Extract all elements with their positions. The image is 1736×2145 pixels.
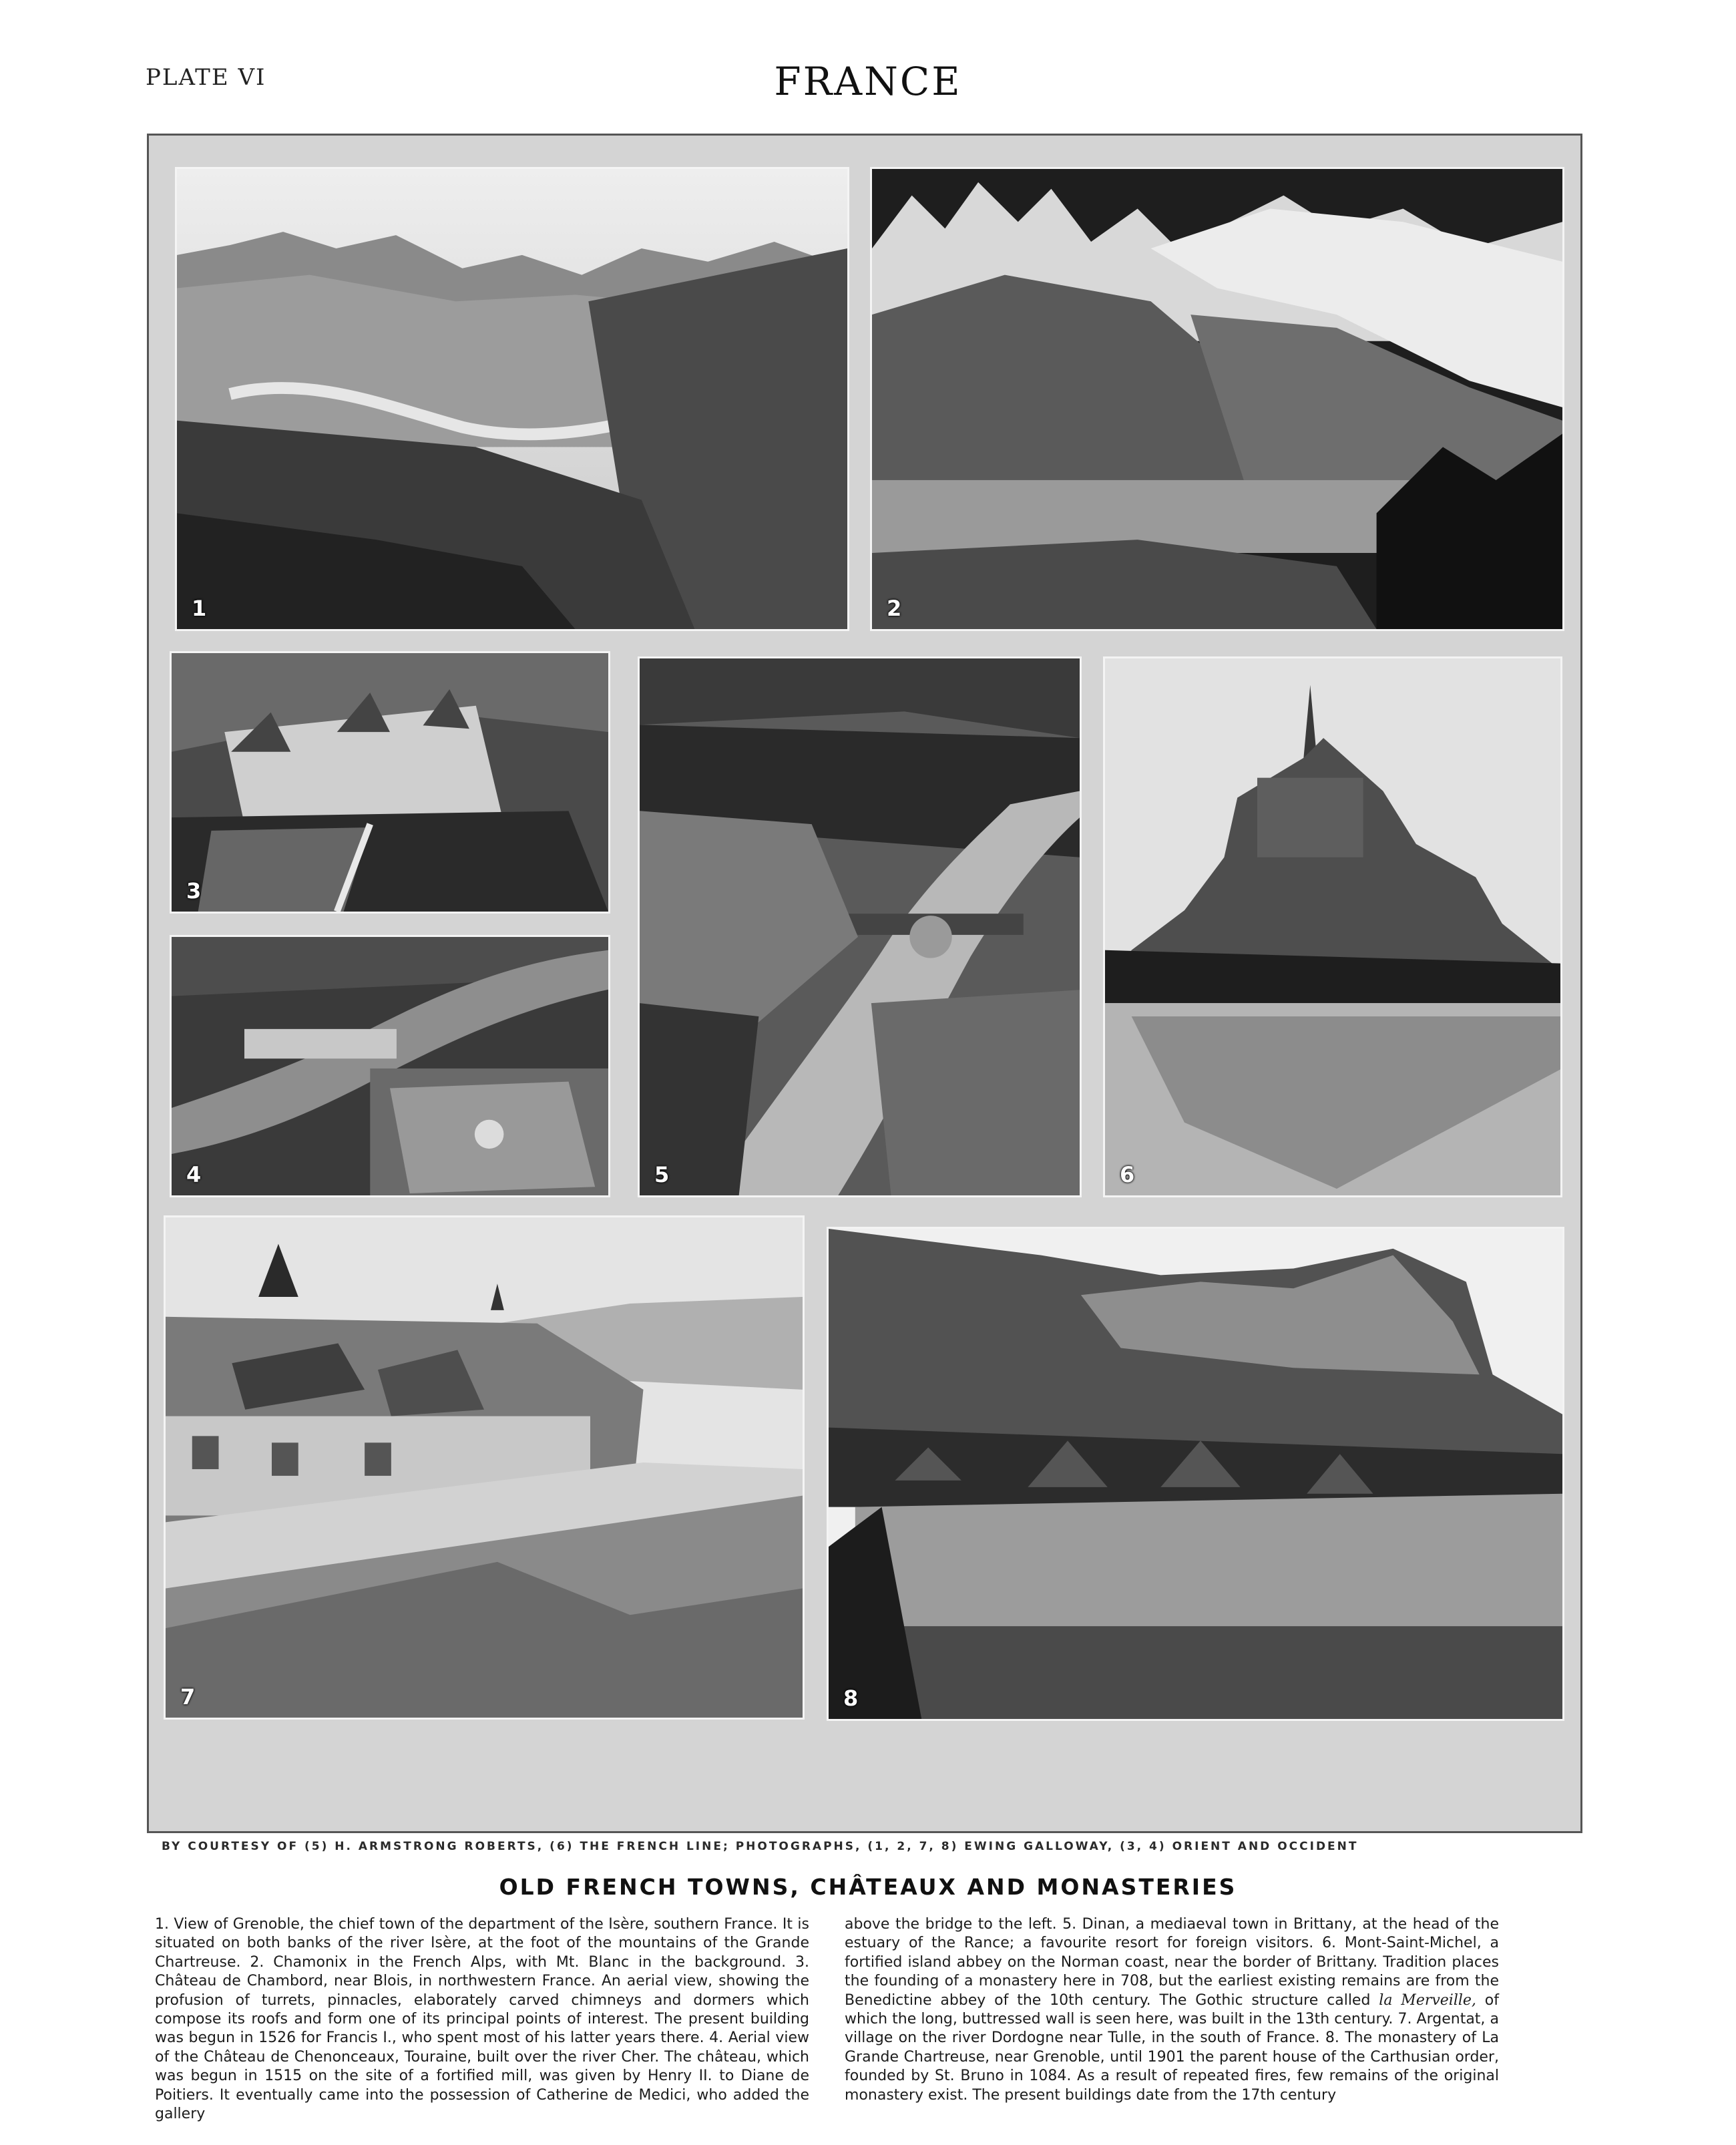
photo-grenoble-image (177, 169, 847, 629)
photo-chambord (170, 651, 610, 914)
photo-chamonix-image (872, 169, 1562, 629)
photo-number: 3 (186, 878, 202, 904)
photo-mont-saint-michel (1103, 656, 1562, 1197)
photo-number: 5 (654, 1162, 670, 1187)
caption-italic-title: la Merveille, (1379, 1991, 1476, 2009)
photo-grande-chartreuse-image (829, 1229, 1562, 1719)
photo-number: 6 (1120, 1162, 1135, 1187)
page-title: FRANCE (774, 59, 962, 104)
photo-number: 2 (887, 596, 902, 621)
photo-grande-chartreuse (827, 1227, 1564, 1721)
caption-column-right (845, 1915, 1499, 2105)
caption-column-left: 1. View of Grenoble, the chief town of the department of the Isère, southern France. It is situated on both banks of the river Isère, at the foot of the mountains of the Grande Chartreuse. 2. Chamonix in the French Alps, with Mt. Blanc in the background. 3. Château de Chambord, near Blois, in northwestern France. An aerial view, showing the profusion of turrets, pinnacles, elaborately carved chimneys and dormers which compose its roofs and form one of its principal points of interest. The present building was begun in 1526 for Francis I., who spent most of his latter years there. 4. Aerial view of the Château de Chenonceaux, Touraine, built over the river Cher. The château, which was begun in 1515 on the site of a fortified mill, was given by Henry II. to Diane de Poitiers. It eventually came into the possession of Catherine de Medici, who added the gallery (155, 1916, 809, 2123)
plate-number: PLATE VI (146, 64, 266, 91)
photo-chambord-image (172, 653, 608, 912)
caption-text: of which the long, buttressed wall is seen here, was built in the 13th century. 7. Argentat, a village on the river Dordogne near Tulle, in the south of France. 8. The monastery of La Grande Chartreuse, near Grenoble, until 1901 the parent house of the Carthusian order, founded by St. Bruno in 1084. As a result of repeated fires, few remains of the original monastery exist. The present buildings date from the 17th century (845, 1991, 1499, 2104)
photo-mont-saint-michel-image (1105, 658, 1560, 1195)
photo-chamonix (870, 167, 1564, 631)
photo-argentat (164, 1215, 805, 1720)
photo-number: 8 (843, 1686, 859, 1711)
photo-number: 7 (180, 1684, 196, 1710)
photo-credit: BY COURTESY OF (5) H. ARMSTRONG ROBERTS, (6) THE FRENCH LINE; PHOTOGRAPHS, (1, 2, 7, 8) EWING GALLOWAY, (3, 4) ORIENT AND OCCIDENT (162, 1840, 1359, 1853)
photo-number: 1 (192, 596, 207, 621)
photo-grenoble (175, 167, 849, 631)
caption-text: above the bridge to the left. 5. Dinan, a mediaeval town in Brittany, at the head of the estuary of the Rance; a favourite resort for foreign visitors. 6. Mont-Saint-Michel, a fortified island abbey on the Norman coast, near the border of Brittany. Tradition places the founding of a monastery here in 708, but the earliest existing remains are from the Benedictine abbey of the 10th century. The Gothic structure called (845, 1916, 1499, 2009)
caption-heading: OLD FRENCH TOWNS, CHÂTEAUX AND MONASTERIES (499, 1874, 1237, 1900)
photo-argentat-image (166, 1217, 803, 1718)
photo-dinan (638, 656, 1082, 1197)
photo-number: 4 (186, 1162, 202, 1187)
photo-chenonceaux (170, 935, 610, 1197)
photo-chenonceaux-image (172, 937, 608, 1195)
photo-dinan-image (640, 658, 1080, 1195)
